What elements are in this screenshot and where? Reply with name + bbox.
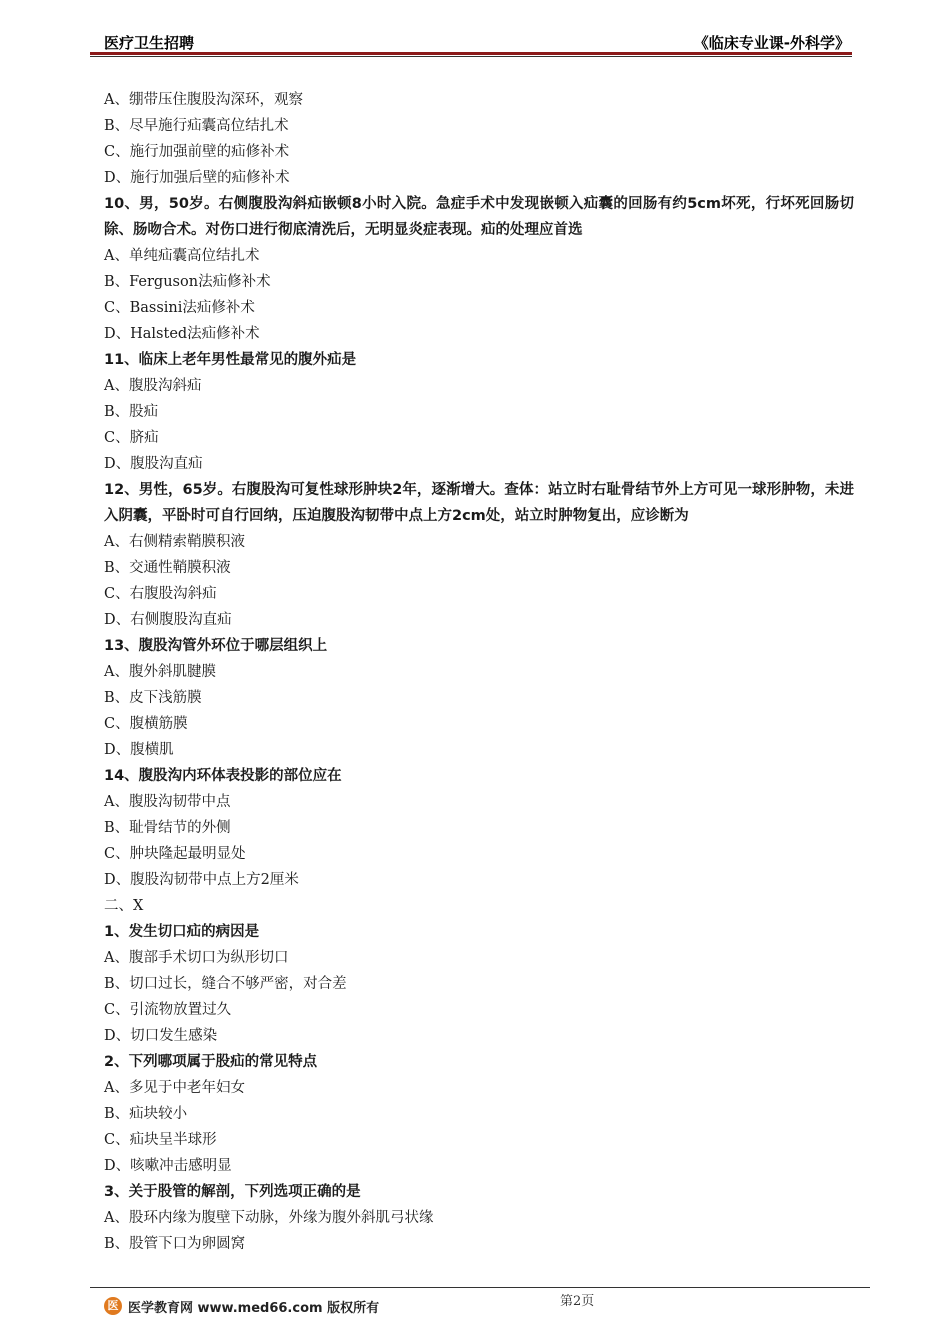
option-text: B、皮下浅筋膜 (104, 690, 202, 706)
option-text: C、腹横筋膜 (104, 716, 188, 732)
med66-logo-icon: 医 (104, 1297, 122, 1315)
option-text: C、Bassini法疝修补术 (104, 300, 255, 316)
option-text: C、肿块隆起最明显处 (104, 846, 246, 862)
option-text: D、腹股沟韧带中点上方2厘米 (104, 872, 299, 888)
option-text: C、施行加强前壁的疝修补术 (104, 144, 290, 160)
header-rule-red (90, 52, 852, 55)
question-text: 14、腹股沟内环体表投影的部位应在 (104, 768, 342, 784)
option-text: D、咳嗽冲击感明显 (104, 1158, 232, 1174)
option-text: A、单纯疝囊高位结扎术 (104, 248, 260, 264)
page-number: 第2页 (560, 1294, 595, 1309)
question-text: 2、下列哪项属于股疝的常见特点 (104, 1054, 318, 1070)
option-text: C、脐疝 (104, 430, 159, 446)
option-text: D、切口发生感染 (104, 1028, 218, 1044)
option-text: D、施行加强后壁的疝修补术 (104, 170, 290, 186)
option-text: C、疝块呈半球形 (104, 1132, 217, 1148)
header-left-title: 医疗卫生招聘 (104, 34, 195, 52)
header-right-title: 《临床专业课-外科学》 (693, 34, 850, 52)
option-text: A、腹外斜肌腱膜 (104, 664, 216, 680)
page-header (104, 30, 850, 52)
footer-rule (90, 1287, 870, 1288)
option-text: A、腹部手术切口为纵形切口 (104, 950, 289, 966)
option-text: A、腹股沟斜疝 (104, 378, 202, 394)
question-text: 12、男性，65岁。右腹股沟可复性球形肿块2年，逐渐增大。查体：站立时右耻骨结节外上方可见一球形肿物，未进入阴囊，平卧时可自行回纳，压迫腹股沟韧带中点上方2cm处，站立时肿物复出，应诊断为 (104, 482, 854, 524)
option-text: D、右侧腹股沟直疝 (104, 612, 232, 628)
document-body (104, 87, 854, 1257)
header-rule-black (90, 56, 852, 57)
option-text: A、多见于中老年妇女 (104, 1080, 245, 1096)
option-text: B、疝块较小 (104, 1106, 188, 1122)
question-text: 1、发生切口疝的病因是 (104, 924, 260, 940)
option-text: D、腹横肌 (104, 742, 174, 758)
option-text: A、腹股沟韧带中点 (104, 794, 231, 810)
option-text: B、切口过长，缝合不够严密，对合差 (104, 976, 347, 992)
option-text: B、交通性鞘膜积液 (104, 560, 231, 576)
option-text: A、绷带压住腹股沟深环，观察 (104, 92, 303, 108)
option-text: D、腹股沟直疝 (104, 456, 203, 472)
option-text: B、股管下口为卵圆窝 (104, 1236, 246, 1252)
footer-copyright: 医学教育网 www.med66.com 版权所有 (128, 1301, 380, 1316)
question-text: 10、男，50岁。右侧腹股沟斜疝嵌顿8小时入院。急症手术中发现嵌顿入疝囊的回肠有约5cm坏死，行坏死回肠切除、肠吻合术。对伤口进行彻底清洗后，无明显炎症表现。疝的处理应首选 (104, 196, 854, 238)
option-text: 二、X (104, 898, 144, 914)
option-text: C、右腹股沟斜疝 (104, 586, 217, 602)
option-text: B、尽早施行疝囊高位结扎术 (104, 118, 289, 134)
option-text: B、股疝 (104, 404, 159, 420)
question-text: 11、临床上老年男性最常见的腹外疝是 (104, 352, 357, 368)
option-text: C、引流物放置过久 (104, 1002, 232, 1018)
option-text: A、右侧精索鞘膜积液 (104, 534, 245, 550)
question-text: 13、腹股沟管外环位于哪层组织上 (104, 638, 328, 654)
option-text: B、Ferguson法疝修补术 (104, 274, 271, 290)
option-text: B、耻骨结节的外侧 (104, 820, 231, 836)
option-text: D、Halsted法疝修补术 (104, 326, 260, 342)
option-text: A、股环内缘为腹壁下动脉，外缘为腹外斜肌弓状缘 (104, 1210, 434, 1226)
question-text: 3、关于股管的解剖，下列选项正确的是 (104, 1184, 361, 1200)
